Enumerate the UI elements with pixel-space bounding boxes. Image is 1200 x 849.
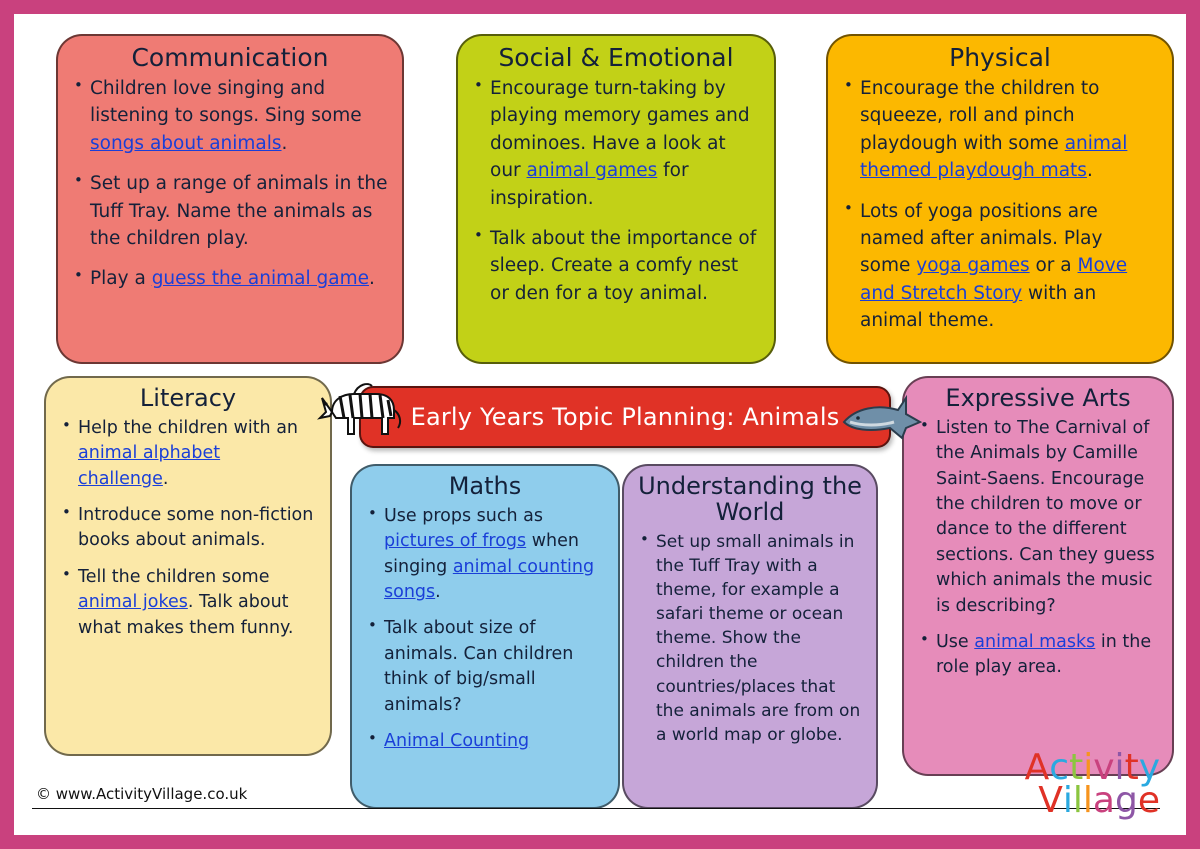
list-item: • Listen to The Carnival of the Animals by Camille Saint-Saens. Encourage the children to move or dance to the different sections. Can they guess which animals the music is describing? bbox=[918, 416, 1158, 619]
card-social-emotional bbox=[456, 34, 776, 364]
resource-link[interactable]: guess the animal game bbox=[151, 268, 369, 290]
card-expressive-arts bbox=[902, 376, 1174, 776]
list-item: • Tell the children some animal jokes. Talk about what makes them funny. bbox=[60, 565, 316, 641]
list-item: • Set up a range of animals in the Tuff Tray. Name the animals as the children play. bbox=[72, 170, 388, 252]
card-heading-communication: Communication bbox=[131, 43, 329, 72]
resource-link[interactable]: animal games bbox=[526, 160, 658, 182]
list-item: • Use props such as pictures of frogs when singing animal counting songs. bbox=[366, 504, 604, 606]
list-item: • Lots of yoga positions are named after animals. Play some yoga games or a Move and Stretch Story with an animal theme. bbox=[842, 198, 1158, 335]
card-heading-physical: Physical bbox=[949, 43, 1051, 72]
card-heading-understanding-the-world: Understanding the World bbox=[638, 472, 862, 526]
card-communication bbox=[56, 34, 404, 364]
resource-link[interactable]: Animal Counting bbox=[384, 730, 530, 751]
card-list-maths bbox=[366, 504, 604, 754]
logo-line-1: Activity bbox=[1024, 746, 1160, 788]
card-list-expressive-arts bbox=[918, 416, 1158, 681]
list-item: • Talk about size of animals. Can children think of big/small animals? bbox=[366, 616, 604, 718]
card-literacy bbox=[44, 376, 332, 756]
resource-link[interactable]: Move and Stretch Story bbox=[860, 255, 1128, 304]
list-item: • Encourage the children to squeeze, roll and pinch playdough with some animal themed playdough mats. bbox=[842, 75, 1158, 185]
card-physical bbox=[826, 34, 1174, 364]
card-heading-social-emotional: Social & Emotional bbox=[498, 43, 734, 72]
page-title: Early Years Topic Planning: Animals bbox=[410, 403, 840, 431]
zebra-icon bbox=[314, 372, 406, 450]
list-item: • Play a guess the animal game. bbox=[72, 265, 388, 292]
card-heading-expressive-arts: Expressive Arts bbox=[945, 384, 1131, 412]
card-list-physical bbox=[842, 75, 1158, 334]
card-list-social-emotional bbox=[472, 75, 760, 307]
logo-line-2: Village bbox=[1038, 779, 1160, 821]
resource-link[interactable]: animal jokes bbox=[78, 592, 188, 613]
card-understanding-the-world bbox=[622, 464, 878, 809]
card-maths bbox=[350, 464, 620, 809]
list-item: • Encourage turn-taking by playing memory games and dominoes. Have a look at our animal games for inspiration. bbox=[472, 75, 760, 212]
card-heading-literacy: Literacy bbox=[139, 384, 237, 412]
list-item: • Introduce some non-fiction books about animals. bbox=[60, 503, 316, 554]
title-banner bbox=[359, 386, 891, 448]
resource-link[interactable]: pictures of frogs bbox=[384, 531, 527, 552]
shark-icon bbox=[840, 392, 924, 444]
resource-link[interactable]: animal masks bbox=[974, 631, 1096, 652]
list-item: • Children love singing and listening to songs. Sing some songs about animals. bbox=[72, 75, 388, 157]
copyright-text: © www.ActivityVillage.co.uk bbox=[36, 785, 248, 803]
footer-divider bbox=[32, 808, 1160, 809]
card-heading-maths: Maths bbox=[448, 472, 522, 500]
card-list-communication bbox=[72, 75, 388, 293]
list-item bbox=[366, 729, 604, 754]
list-item: • Talk about the importance of sleep. Create a comfy nest or den for a toy animal. bbox=[472, 225, 760, 307]
list-item: • Help the children with an animal alphabet challenge. bbox=[60, 416, 316, 492]
resource-link[interactable]: yoga games bbox=[916, 255, 1030, 277]
list-item: • Set up small animals in the Tuff Tray with a theme, for example a safari theme or ocean theme. Show the children the countries/places that the animals are from on a world map or globe. bbox=[638, 530, 862, 747]
resource-link[interactable]: animal themed playdough mats bbox=[860, 132, 1128, 182]
resource-link[interactable]: songs about animals bbox=[90, 132, 282, 154]
poster-sheet bbox=[14, 14, 1186, 835]
resource-link[interactable]: animal counting songs bbox=[384, 556, 595, 603]
activity-village-logo bbox=[1024, 746, 1160, 821]
resource-link[interactable]: animal alphabet challenge bbox=[78, 443, 221, 489]
list-item: • Use animal masks in the role play area. bbox=[918, 630, 1158, 681]
card-list-understanding-the-world bbox=[638, 530, 862, 747]
card-list-literacy bbox=[60, 416, 316, 641]
